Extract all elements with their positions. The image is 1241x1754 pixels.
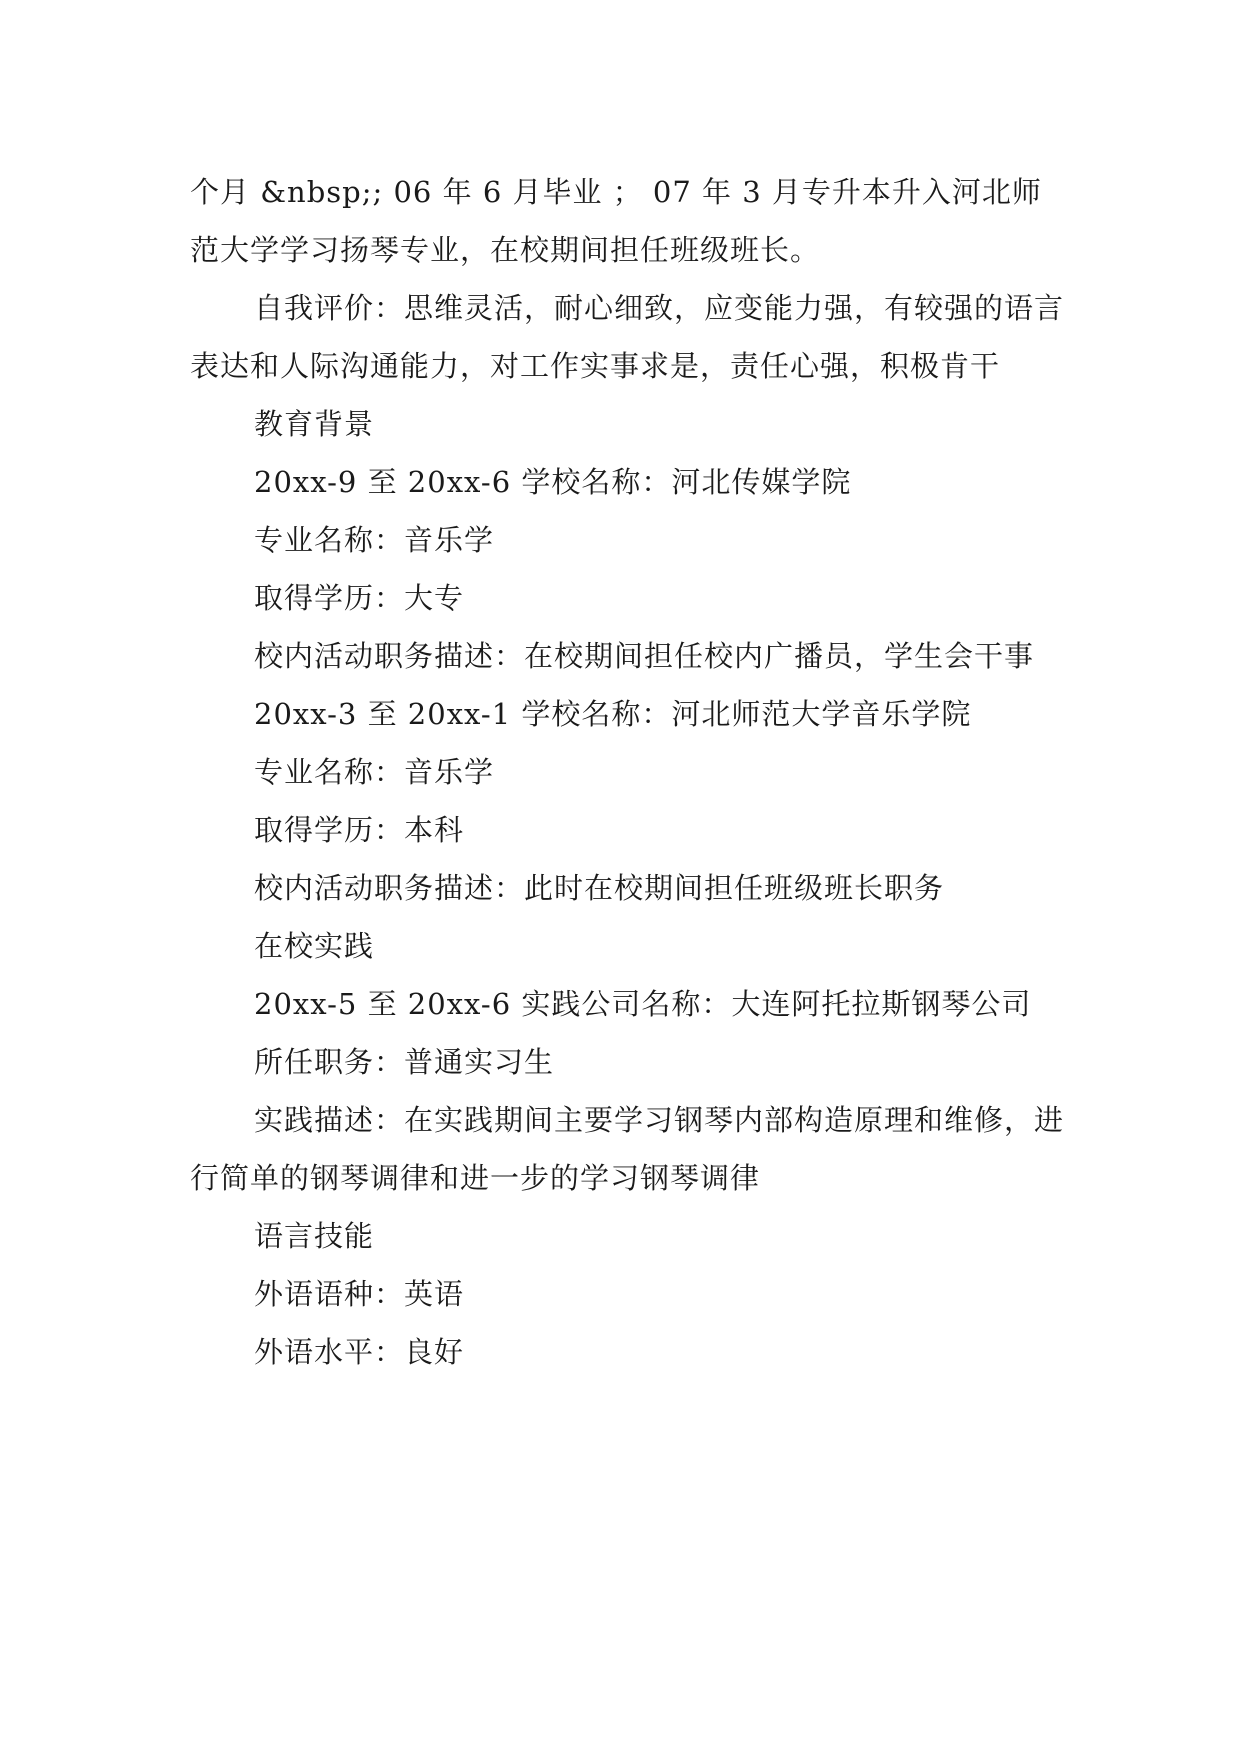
education-entry-1-school: 20xx-9 至 20xx-6 学校名称：河北传媒学院 <box>254 465 852 499</box>
section-heading-language: 语言技能 <box>254 1219 375 1253</box>
education-entry-2-activities: 校内活动职务描述：此时在校期间担任班级班长职务 <box>254 871 945 905</box>
practice-entry-description: 实践描述：在实践期间主要学习钢琴内部构造原理和维修，进行简单的钢琴调律和进一步的学习钢琴调律 <box>190 1103 1065 1195</box>
education-entry-2-school: 20xx-3 至 20xx-1 学校名称：河北师范大学音乐学院 <box>254 697 972 731</box>
practice-entry-company: 20xx-5 至 20xx-6 实践公司名称：大连阿托拉斯钢琴公司 <box>254 987 1032 1021</box>
education-entry-1-major: 专业名称：音乐学 <box>254 523 495 557</box>
education-entry-2-degree: 取得学历：本科 <box>254 813 465 847</box>
practice-entry-position: 所任职务：普通实习生 <box>254 1045 555 1079</box>
language-level: 外语水平：良好 <box>254 1335 465 1369</box>
education-entry-2-major: 专业名称：音乐学 <box>254 755 495 789</box>
education-entry-1-activities: 校内活动职务描述：在校期间担任校内广播员，学生会干事 <box>254 639 1035 673</box>
paragraph-self-evaluation: 自我评价：思维灵活，耐心细致，应变能力强，有较强的语言表达和人际沟通能力，对工作实事求是，责任心强，积极肯干 <box>190 291 1065 383</box>
section-heading-practice: 在校实践 <box>254 929 375 963</box>
document-body <box>190 163 1070 1381</box>
education-entry-1-degree: 取得学历：大专 <box>254 581 465 615</box>
language-type: 外语语种：英语 <box>254 1277 465 1311</box>
paragraph-intro-continuation: 个月 &nbsp;; 06 年 6 月毕业 ； 07 年 3 月专升本升入河北师范大学学习扬琴专业，在校期间担任班级班长。 <box>190 175 1042 267</box>
section-heading-education: 教育背景 <box>254 407 375 441</box>
